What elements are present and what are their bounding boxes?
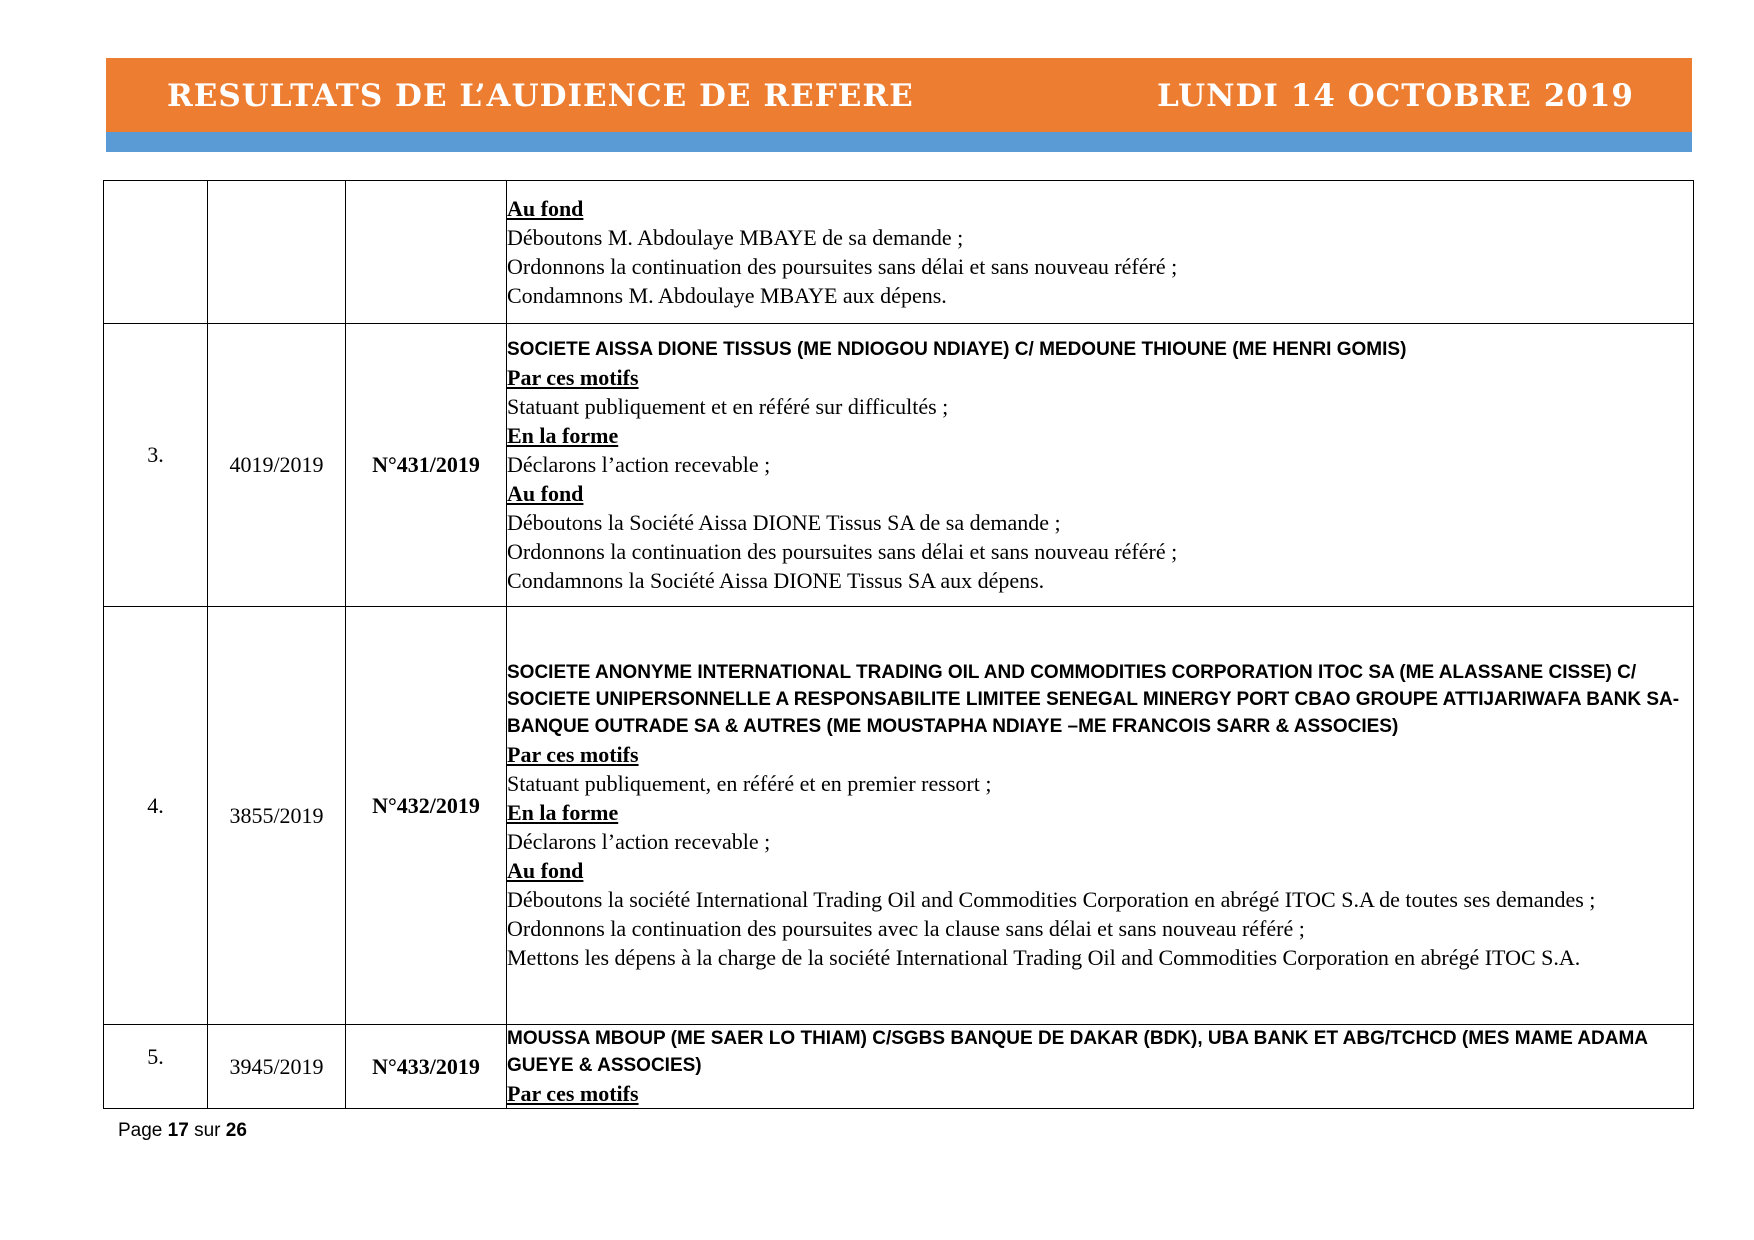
- page-number: 17: [167, 1120, 189, 1141]
- row-number-cell: 5.: [104, 1025, 208, 1109]
- table-row: [104, 1025, 1694, 1109]
- decision-cell: [507, 1025, 1694, 1109]
- table-row: [104, 324, 1694, 607]
- motifs-heading: Par ces motifs: [507, 742, 639, 767]
- decision-line: Déboutons M. Abdoulaye MBAYE de sa demande ;: [507, 225, 964, 250]
- page-total: 26: [225, 1120, 247, 1141]
- ordonnance-number-cell: [346, 181, 507, 324]
- decision-line: Condamnons M. Abdoulaye MBAYE aux dépens.: [507, 283, 947, 308]
- decision-cell: [507, 324, 1694, 607]
- forme-heading: En la forme: [507, 800, 619, 825]
- parties-text: SOCIETE AISSA DIONE TISSUS (ME NDIOGOU NDIAYE) C/ MEDOUNE THIOUNE (ME HENRI GOMIS): [507, 338, 1407, 360]
- decision-line: Déboutons la Société Aissa DIONE Tissus SA de sa demande ;: [507, 509, 1061, 535]
- decision-line: Ordonnons la continuation des poursuites sans délai et sans nouveau référé ;: [507, 538, 1178, 564]
- rg-number-cell: 4019/2019: [208, 324, 346, 607]
- decision-line: Ordonnons la continuation des poursuites avec la clause sans délai et sans nouveau référé ;: [507, 916, 1305, 941]
- decision-line: Déboutons la société International Trading Oil and Commodities Corporation en abrégé ITOC S.A de toutes ses demandes ;: [507, 887, 1596, 912]
- ordonnance-number-cell: N°433/2019: [346, 1025, 507, 1109]
- parties-text: MOUSSA MBOUP (ME SAER LO THIAM) C/SGBS BANQUE DE DAKAR (BDK), UBA BANK ET ABG/TCHCD (MES MAME ADAMA GUEYE & ASSOCIES): [507, 1028, 1648, 1076]
- rg-number-cell: 3855/2019: [208, 607, 346, 1025]
- of-word: sur: [194, 1120, 221, 1141]
- fond-heading: Au fond: [507, 858, 584, 883]
- table-row: [104, 181, 1694, 324]
- decision-cell: [507, 607, 1694, 1025]
- page-word: Page: [118, 1120, 163, 1141]
- page-footer: [118, 1120, 247, 1142]
- decision-line: Ordonnons la continuation des poursuites sans délai et sans nouveau référé ;: [507, 254, 1178, 279]
- page-title: RESULTATS DE L’AUDIENCE DE REFERE: [167, 78, 914, 114]
- decision-line: Mettons les dépens à la charge de la société International Trading Oil and Commodities Corporation en abrégé ITOC S.A.: [507, 945, 1581, 970]
- page-date: LUNDI 14 OCTOBRE 2019: [1157, 78, 1634, 114]
- fond-heading: Au fond: [507, 196, 584, 221]
- decision-line: Déclarons l’action recevable ;: [507, 829, 771, 854]
- results-table: [103, 180, 1694, 1109]
- row-number-cell: 3.: [104, 324, 208, 607]
- row-number-cell: 4.: [104, 607, 208, 1025]
- forme-heading: En la forme: [507, 422, 619, 448]
- row-number-cell: [104, 181, 208, 324]
- decision-line: Déclarons l’action recevable ;: [507, 451, 771, 477]
- ordonnance-number-cell: N°432/2019: [346, 607, 507, 1025]
- decision-line: Statuant publiquement et en référé sur difficultés ;: [507, 393, 949, 419]
- decision-line: Statuant publiquement, en référé et en premier ressort ;: [507, 771, 992, 796]
- table-row: [104, 607, 1694, 1025]
- ordonnance-number-cell: N°431/2019: [346, 324, 507, 607]
- rg-number-cell: 3945/2019: [208, 1025, 346, 1109]
- motifs-heading: Par ces motifs: [507, 1081, 639, 1106]
- header-strip: [106, 132, 1692, 152]
- motifs-heading: Par ces motifs: [507, 364, 639, 390]
- rg-number-cell: [208, 181, 346, 324]
- decision-cell: [507, 181, 1694, 324]
- parties-text: SOCIETE ANONYME INTERNATIONAL TRADING OIL AND COMMODITIES CORPORATION ITOC SA (ME ALASSANE CISSE) C/ SOCIETE UNIPERSONNELLE A RESPONSABILITE LIMITEE SENEGAL MINERGY PORT CBAO GROUPE ATTIJARIWAFA BANK SA-BANQUE OUTRADE SA & AUTRES (ME MOUSTAPHA NDIAYE –ME FRANCOIS SARR & ASSOCIES): [507, 662, 1680, 737]
- fond-heading: Au fond: [507, 480, 584, 506]
- decision-line: Condamnons la Société Aissa DIONE Tissus SA aux dépens.: [507, 567, 1045, 593]
